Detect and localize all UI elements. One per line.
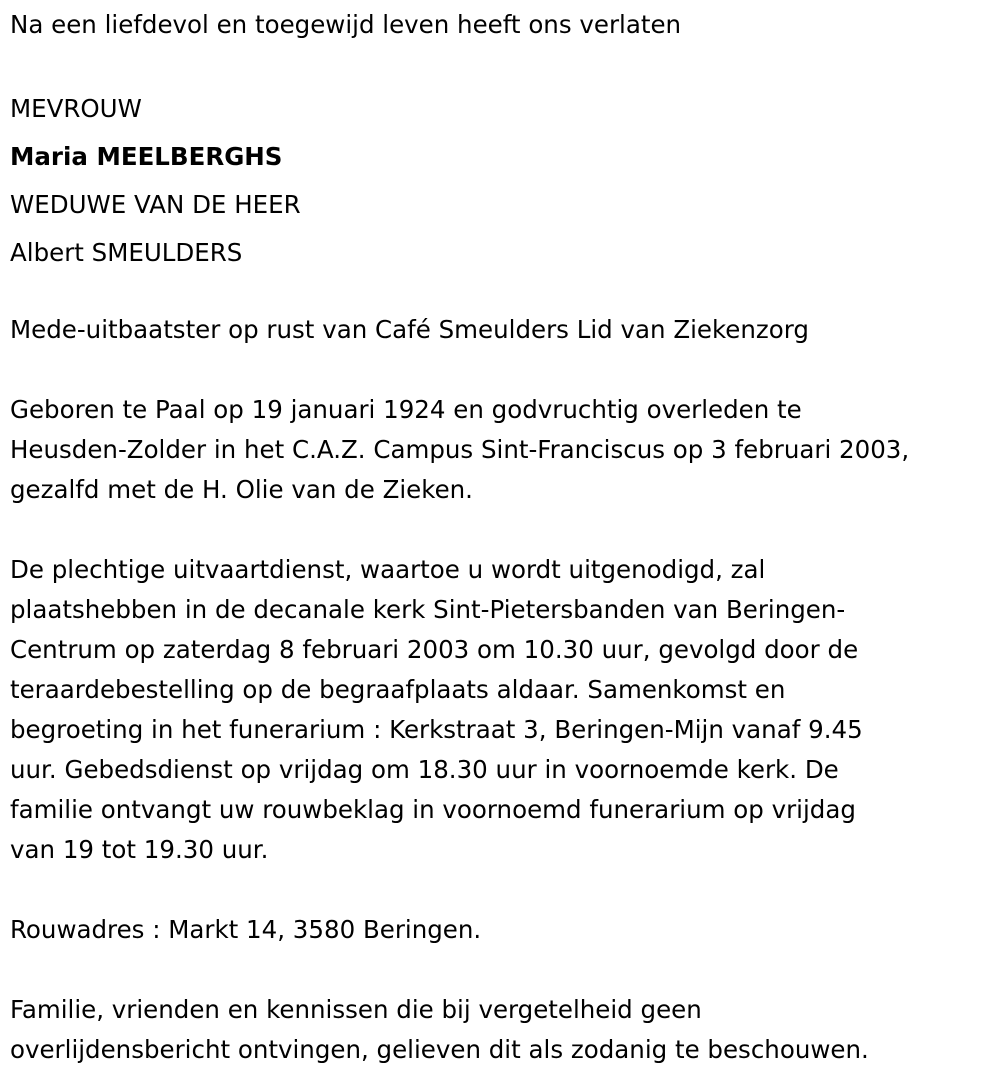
intro-text: Na een liefdevol en toegewijd leven heeft ons verlaten [10,10,682,39]
title-prefix: MEVROUW [10,94,142,123]
service-line: begroeting in het funerarium : Kerkstraat 3, Beringen-Mijn vanaf 9.45 [10,715,863,744]
deceased-name: Maria MEELBERGHS [10,142,283,171]
service-line: familie ontvangt uw rouwbeklag in voornoemd funerarium op vrijdag [10,795,856,824]
service-line: uur. Gebedsdienst op vrijdag om 18.30 uur in voornoemde kerk. De [10,755,839,784]
service-line: van 19 tot 19.30 uur. [10,835,269,864]
funeral-service-paragraph [10,550,863,870]
birth-death-line: Geboren te Paal op 19 januari 1924 en godvruchtig overleden te [10,395,802,424]
closing-line: Familie, vrienden en kennissen die bij vergetelheid geen [10,995,702,1024]
mourning-address: Rouwadres : Markt 14, 3580 Beringen. [10,915,482,944]
mourning-address-paragraph [10,910,481,950]
deceased-names [10,85,301,277]
spouse-name: Albert SMEULDERS [10,238,243,267]
service-line: De plechtige uitvaartdienst, waartoe u wordt uitgenodigd, zal [10,555,766,584]
occupation-paragraph [10,310,809,350]
closing-line: overlijdensbericht ontvingen, gelieven dit als zodanig te beschouwen. [10,1035,869,1064]
widow-of-label: WEDUWE VAN DE HEER [10,190,301,219]
closing-paragraph [10,990,869,1070]
intro-paragraph [10,5,681,45]
service-line: plaatshebben in de decanale kerk Sint-Pietersbanden van Beringen- [10,595,846,624]
occupation-text: Mede-uitbaatster op rust van Café Smeulders Lid van Ziekenzorg [10,315,809,344]
service-line: teraardebestelling op de begraafplaats aldaar. Samenkomst en [10,675,786,704]
birth-death-line: gezalfd met de H. Olie van de Zieken. [10,475,473,504]
birth-death-line: Heusden-Zolder in het C.A.Z. Campus Sint-Franciscus op 3 februari 2003, [10,435,910,464]
service-line: Centrum op zaterdag 8 februari 2003 om 10.30 uur, gevolgd door de [10,635,859,664]
birth-death-paragraph [10,390,909,510]
